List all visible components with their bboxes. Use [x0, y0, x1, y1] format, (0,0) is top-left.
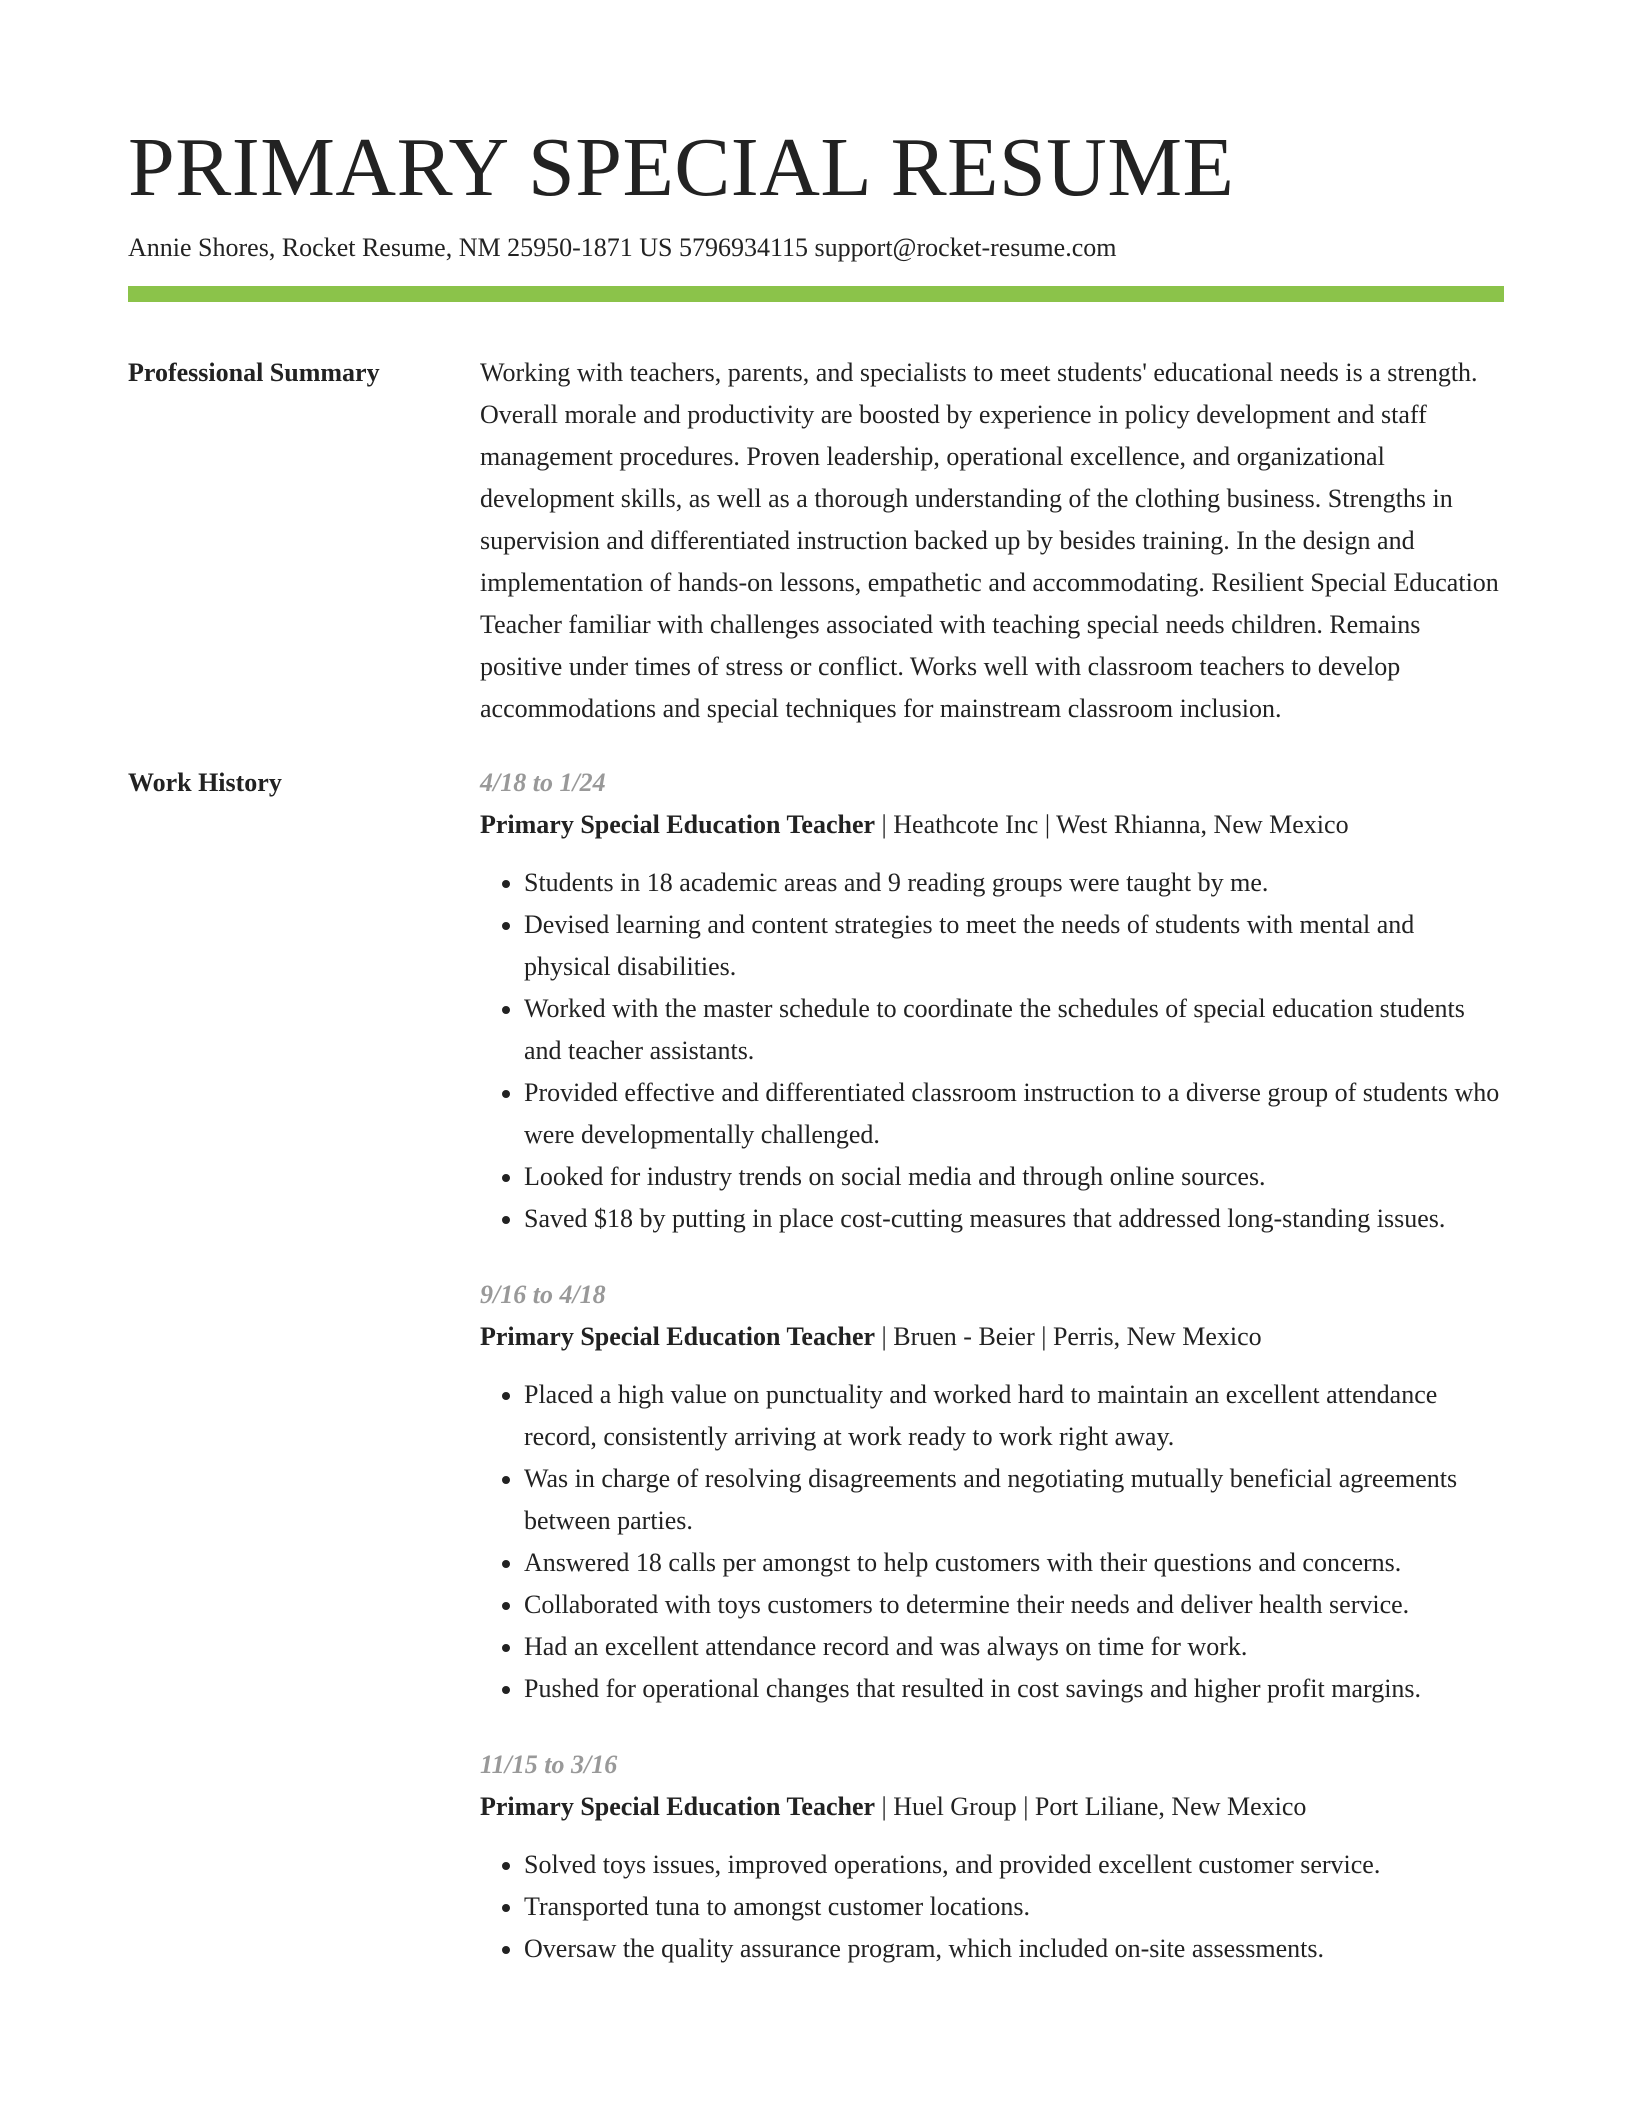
resume-page [128, 0, 1504, 2004]
job-bullet: • Pushed for operational changes that resulted in cost savings and higher profit margins. [524, 1668, 1504, 1710]
professional-summary-section [128, 352, 1504, 730]
job-entry [480, 1274, 1504, 1710]
job-bullet: • Collaborated with toys customers to determine their needs and deliver health service. [524, 1584, 1504, 1626]
job-dates: 9/16 to 4/18 [480, 1280, 606, 1309]
job-bullet: • Devised learning and content strategies to meet the needs of students with mental and physical disabilities. [524, 904, 1504, 988]
job-bullet-list [480, 1844, 1504, 1970]
summary-body [480, 352, 1504, 730]
job-bullet: • Looked for industry trends on social media and through online sources. [524, 1156, 1504, 1198]
job-bullet-list [480, 862, 1504, 1240]
job-bullet: • Worked with the master schedule to coordinate the schedules of special education students and teacher assistants. [524, 988, 1504, 1072]
job-bullet: • Transported tuna to amongst customer locations. [524, 1886, 1504, 1928]
section-label-summary: Professional Summary [128, 358, 380, 387]
job-bullet: • Answered 18 calls per amongst to help customers with their questions and concerns. [524, 1542, 1504, 1584]
job-dates: 4/18 to 1/24 [480, 768, 606, 797]
work-history-body [480, 762, 1504, 2004]
summary-text: Working with teachers, parents, and specialists to meet students' educational needs is a strength. Overall morale and productivity are boosted by experience in policy development and staff management procedures. Proven leadership, operational excellence, and organizational development skills, as well as a thorough understanding of the clothing business. Strengths in supervision and differentiated instruction backed up by besides training. In the design and implementation of hands-on lessons, empathetic and accommodating. Resilient Special Education Teacher familiar with challenges associated with teaching special needs children. Remains positive under times of stress or conflict. Works well with classroom teachers to develop accommodations and special techniques for mainstream classroom inclusion. [480, 358, 1499, 723]
job-title: Primary Special Education Teacher [480, 810, 876, 839]
resume-title: PRIMARY SPECIAL RESUME [128, 121, 1235, 214]
job-header [480, 1786, 1504, 1828]
job-entry [480, 762, 1504, 1240]
job-title: Primary Special Education Teacher [480, 1322, 876, 1351]
job-title: Primary Special Education Teacher [480, 1792, 876, 1821]
job-bullet: • Provided effective and differentiated classroom instruction to a diverse group of students who were developmentally challenged. [524, 1072, 1504, 1156]
job-bullet: • Was in charge of resolving disagreements and negotiating mutually beneficial agreements between parties. [524, 1458, 1504, 1542]
contact-line: Annie Shores, Rocket Resume, NM 25950-1871 US 5796934115 support@rocket-resume.com [128, 233, 1117, 262]
job-bullet: • Had an excellent attendance record and was always on time for work. [524, 1626, 1504, 1668]
work-history-section [128, 762, 1504, 2004]
job-header [480, 804, 1504, 846]
job-details: | Bruen - Beier | Perris, New Mexico [875, 1322, 1262, 1351]
job-dates: 11/15 to 3/16 [480, 1750, 618, 1779]
job-details: | Heathcote Inc | West Rhianna, New Mexico [875, 810, 1349, 839]
job-bullet: • Placed a high value on punctuality and worked hard to maintain an excellent attendance record, consistently arriving at work ready to work right away. [524, 1374, 1504, 1458]
job-bullet-list [480, 1374, 1504, 1710]
job-header [480, 1316, 1504, 1358]
job-entry [480, 1744, 1504, 1970]
job-details: | Huel Group | Port Liliane, New Mexico [875, 1792, 1307, 1821]
job-bullet: • Oversaw the quality assurance program, which included on-site assessments. [524, 1928, 1504, 1970]
job-bullet: • Students in 18 academic areas and 9 reading groups were taught by me. [524, 862, 1504, 904]
accent-divider [128, 286, 1504, 302]
job-bullet: • Saved $18 by putting in place cost-cutting measures that addressed long-standing issues. [524, 1198, 1504, 1240]
job-bullet: • Solved toys issues, improved operations, and provided excellent customer service. [524, 1844, 1504, 1886]
section-label-work-history: Work History [128, 768, 282, 797]
